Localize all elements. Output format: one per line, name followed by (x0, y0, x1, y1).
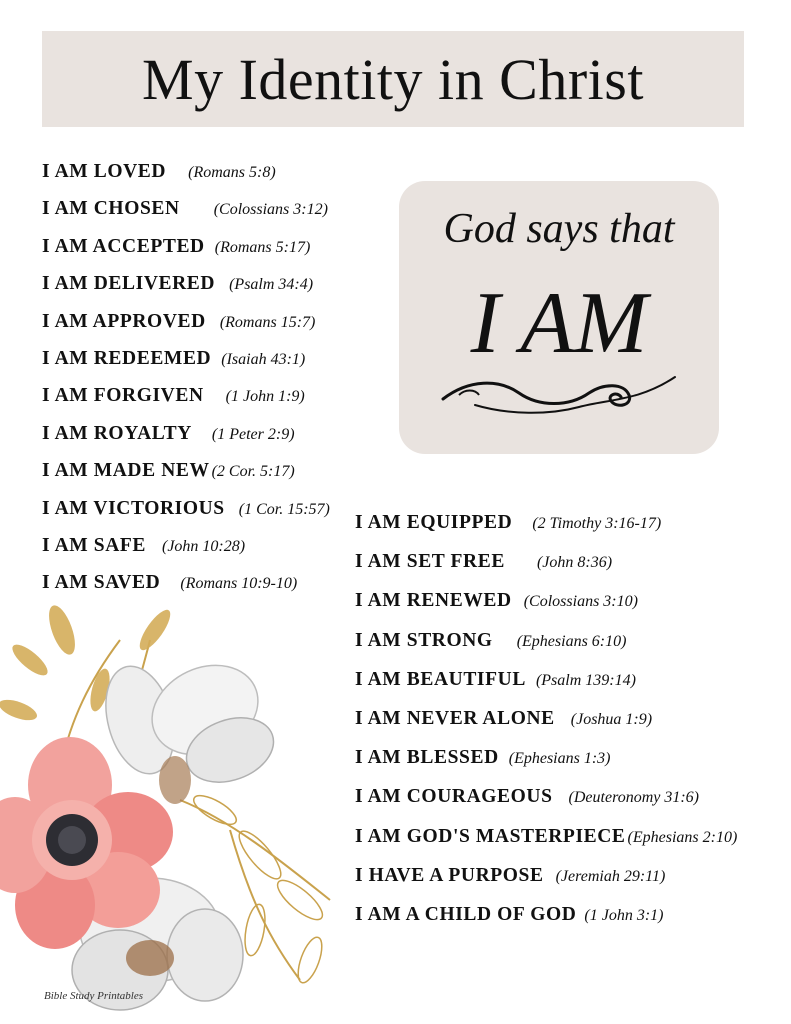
affirmation-row (355, 904, 664, 926)
affirmation-row (355, 512, 661, 534)
scripture-reference: (Colossians 3:12) (213, 201, 328, 219)
scripture-reference: (John 8:36) (536, 554, 613, 572)
scripture-reference: (1 John 1:9) (225, 388, 305, 406)
scripture-reference: (Isaiah 43:1) (221, 351, 306, 368)
affirmation-row (42, 498, 330, 520)
affirmation-row (355, 551, 612, 573)
affirmation-statement: I AM DELIVERED (42, 273, 216, 295)
scripture-reference: (Psalm 34:4) (229, 276, 314, 294)
affirmation-statement: I AM NEVER ALONE (355, 708, 555, 729)
affirmation-row (355, 708, 652, 730)
affirmation-statement: I AM REDEEMED (42, 348, 212, 369)
scripture-reference: (1 Cor. 15:57) (238, 500, 330, 518)
affirmation-row (355, 826, 737, 848)
scripture-reference: (Deuteronomy 31:6) (568, 789, 700, 807)
callout-box (399, 181, 719, 454)
affirmation-statement: I AM APPROVED (42, 310, 206, 332)
scripture-reference: (Romans 5:17) (214, 238, 311, 256)
scripture-reference: (2 Cor. 5:17) (211, 463, 295, 481)
affirmation-statement: I AM BEAUTIFUL (355, 668, 526, 690)
affirmation-row (355, 786, 699, 808)
affirmation-row (355, 669, 636, 691)
affirmation-row (42, 572, 297, 594)
scripture-reference: (1 John 3:1) (584, 907, 664, 924)
callout-line2: I AM (470, 275, 648, 372)
scripture-reference: (Romans 15:7) (219, 313, 316, 331)
affirmation-row (42, 236, 310, 258)
affirmation-row (42, 423, 295, 445)
affirmation-row (42, 348, 305, 370)
scripture-reference: (Romans 5:8) (188, 164, 276, 181)
scripture-reference: (Jeremiah 29:11) (555, 867, 666, 885)
title-banner (42, 31, 744, 127)
scripture-reference: (Psalm 139:14) (535, 671, 636, 689)
scripture-reference: (Ephesians 2:10) (627, 828, 738, 846)
affirmation-row (42, 460, 295, 482)
affirmation-statement: I AM COURAGEOUS (355, 786, 553, 808)
affirmation-statement: I HAVE A PURPOSE (355, 864, 544, 886)
affirmation-statement: I AM BLESSED (355, 747, 499, 769)
scripture-reference: (Romans 10:9-10) (180, 575, 298, 593)
affirmation-row (42, 311, 315, 333)
affirmation-statement: I AM ACCEPTED (42, 235, 205, 257)
affirmation-statement: I AM VICTORIOUS (42, 497, 225, 519)
scripture-reference: (2 Timothy 3:16-17) (532, 515, 662, 532)
affirmation-statement: I AM LOVED (42, 161, 167, 182)
affirmation-row (42, 273, 313, 295)
affirmation-row (355, 865, 665, 887)
affirmation-statement: I AM SAVED (42, 572, 161, 594)
scripture-reference: (John 10:28) (162, 538, 246, 555)
affirmation-statement: I AM FORGIVEN (42, 385, 204, 407)
affirmation-statement: I AM MADE NEW (42, 460, 210, 482)
affirmation-statement: I AM EQUIPPED (355, 512, 513, 533)
scripture-reference: (Ephesians 6:10) (516, 632, 627, 650)
scripture-reference: (1 Peter 2:9) (211, 425, 295, 443)
affirmation-statement: I AM RENEWED (355, 590, 512, 612)
flourish-ornament (439, 371, 679, 421)
affirmation-row (355, 590, 638, 612)
watercolor-floral-bouquet (0, 600, 350, 1024)
affirmation-row (42, 535, 245, 557)
scripture-reference: (Ephesians 1:3) (508, 750, 611, 768)
affirmation-statement: I AM SET FREE (355, 551, 505, 573)
affirmation-row (355, 630, 626, 652)
callout-line1: God says that (443, 206, 675, 252)
scripture-reference: (Joshua 1:9) (570, 711, 653, 728)
affirmation-statement: I AM CHOSEN (42, 198, 180, 220)
page-title: My Identity in Christ (142, 46, 644, 112)
affirmation-statement: I AM SAFE (42, 535, 146, 556)
affirmation-row (42, 198, 328, 220)
affirmation-statement: I AM STRONG (355, 629, 493, 651)
brand-footer: Bible Study Printables (44, 990, 143, 1002)
affirmation-statement: I AM GOD'S MASTERPIECE (355, 825, 626, 847)
affirmation-row (42, 161, 276, 183)
scripture-reference: (Colossians 3:10) (523, 593, 638, 611)
affirmation-row (355, 747, 611, 769)
affirmation-statement: I AM A CHILD OF GOD (355, 904, 577, 925)
affirmation-row (42, 385, 305, 407)
affirmation-statement: I AM ROYALTY (42, 422, 192, 444)
